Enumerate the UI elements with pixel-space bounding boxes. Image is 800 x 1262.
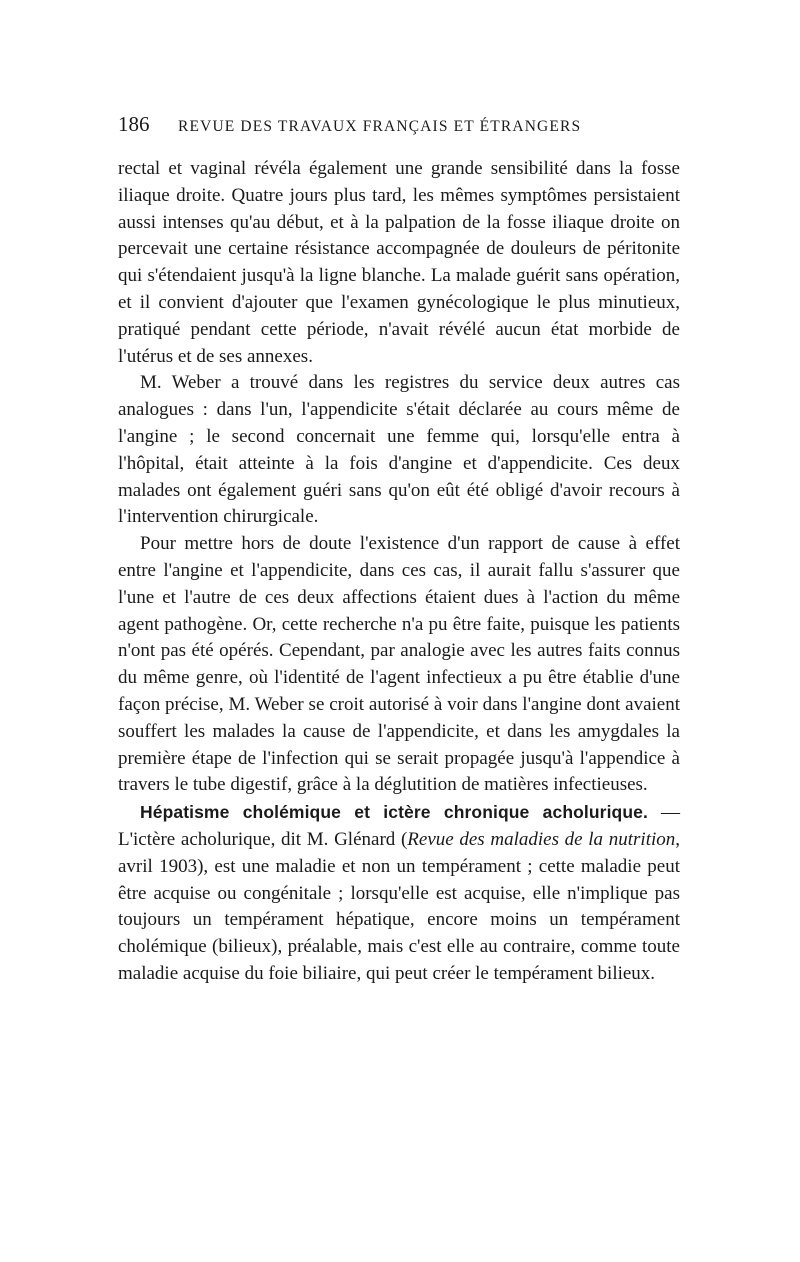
section-heading-dash: — [647, 802, 681, 824]
journal-citation: Revue des maladies de la nutrition [407, 828, 676, 850]
section-text-start: L'ictère acholurique, dit M. Glénard ( [118, 828, 408, 850]
page-number: 186 [118, 112, 150, 136]
running-header [118, 112, 680, 142]
book-page [118, 112, 680, 988]
body-text [118, 156, 680, 988]
section-hepatisme [118, 799, 680, 988]
paragraph-weber-cases: M. Weber a trouvé dans les registres du service deux autres cas analogues : dans l'un, l'appendicite s'était déclarée au cours même de l'angine ; le second concernait une femme qui, lorsqu'elle entra à l'hôpital, était atteinte à la fois d'angine et d'appendicite. Ces deux malades ont également guéri sans qu'on eût été obligé d'avoir recours à l'intervention chirurgicale. [118, 372, 680, 528]
journal-title: REVUE DES TRAVAUX FRANÇAIS ET ÉTRANGERS [178, 118, 582, 135]
section-text-end: , avril 1903), est une maladie et non un tempérament ; cette maladie peut être acquise ou congénitale ; lorsqu'elle est acquise, elle n'implique pas toujours un tempérament hépatique, encore moins un tempérament cholémique (bilieux), préalable, mais c'est elle au contraire, comme toute maladie acquise du foie biliaire, qui peut créer le tempérament bilieux. [118, 828, 680, 984]
section-heading: Hépatisme cholémique et ictère chronique acholurique. [140, 802, 648, 823]
paragraph-continuation: rectal et vaginal révéla également une grande sensibilité dans la fosse iliaque droite. Quatre jours plus tard, les mêmes symptômes persistaient aussi intenses qu'au début, et à la palpation de la fosse iliaque droite on percevait une certaine résistance accompagnée de douleurs de péritonite qui s'étendaient jusqu'à la ligne blanche. La malade guérit sans opération, et il convient d'ajouter que l'examen gynécologique le plus minutieux, pratiqué pendant cette période, n'avait révélé aucun état morbide de l'utérus et de ses annexes. [118, 158, 680, 367]
paragraph-cause-effect: Pour mettre hors de doute l'existence d'un rapport de cause à effet entre l'angine et l'appendicite, dans ces cas, il aurait fallu s'assurer que l'une et l'autre de ces deux affections étaient dues à l'action du même agent pathogène. Or, cette recherche n'a pu être faite, puisque les patients n'ont pas été opérés. Cependant, par analogie avec les autres faits connus du même genre, où l'identité de l'agent infectieux a pu être établie d'une façon précise, M. Weber se croit autorisé à voir dans l'angine dont avaient souffert les malades la cause de l'appendicite, et dans les amygdales la première étape de l'infection qui se serait propagée jusqu'à l'appendice à travers le tube digestif, grâce à la déglutition de matières infectieuses. [118, 533, 680, 796]
